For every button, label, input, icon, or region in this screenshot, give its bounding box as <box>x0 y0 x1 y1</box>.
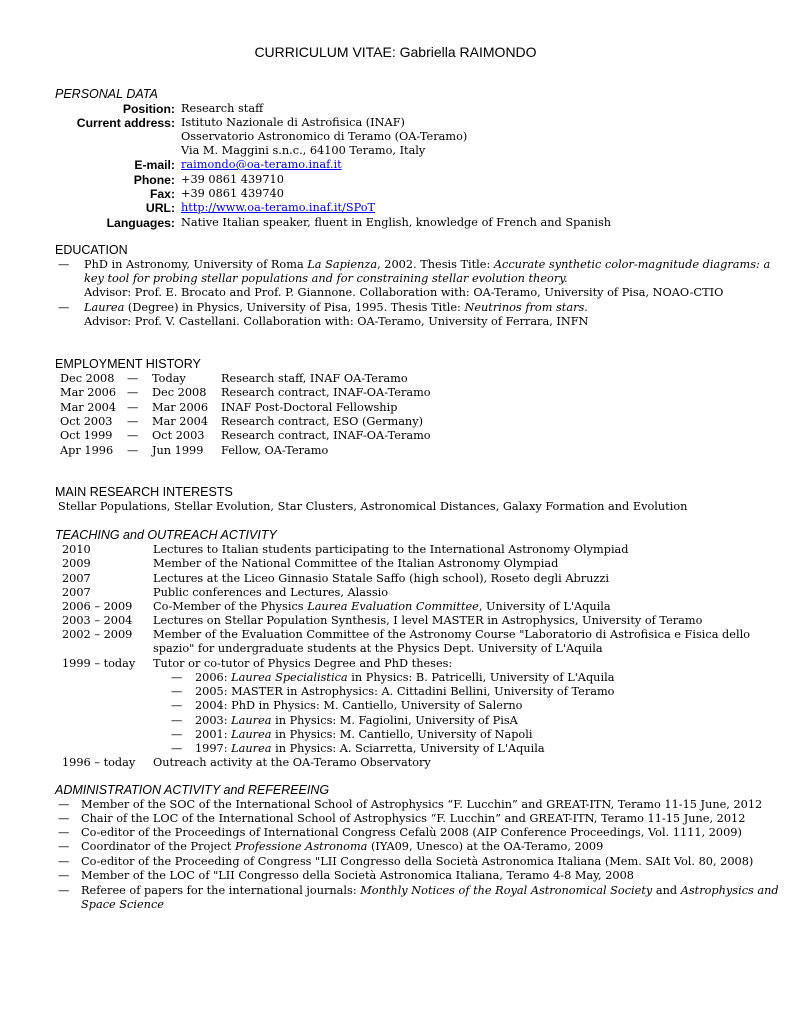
admin-item <box>81 840 603 854</box>
bullet-dash: — <box>171 713 183 727</box>
admin-i7-a: Referee of papers for the international journals: <box>81 884 361 897</box>
employment-to: Mar 2004 <box>152 414 209 428</box>
laurea-text-b: (Degree) in Physics, University of Pisa, 1995. Thesis Title: <box>124 301 465 314</box>
teaching-text: Tutor or co-tutor of Physics Degree and PhD theses: <box>153 657 453 670</box>
position-label: Position: <box>122 102 175 116</box>
thesis-em: Laurea <box>231 713 272 727</box>
teaching-text: Lectures to Italian students participating to the International Astronomy Olympiad <box>153 543 629 556</box>
teaching-heading: TEACHING and OUTREACH ACTIVITY <box>55 528 277 542</box>
admin-heading: ADMINISTRATION ACTIVITY and REFEREEING <box>55 783 330 797</box>
teaching-text: Public conferences and Lectures, Alassio <box>153 585 389 599</box>
teaching-text <box>153 600 611 614</box>
thesis-em: Laurea Specialistica <box>231 671 348 684</box>
employment-to: Dec 2008 <box>152 386 207 400</box>
phd-thesis-title-cont: key tool for probing stellar populations and for constraining stellar evolution theory. <box>84 272 568 285</box>
teaching-text-cont: spazio" for undergraduate students at the Physics Dept. University of L'Aquila <box>153 642 603 655</box>
admin-i7-c: and <box>652 884 681 897</box>
range-dash: — <box>127 400 139 414</box>
email-link[interactable]: raimondo@oa-teramo.inaf.it <box>181 158 342 171</box>
thesis-pre: 2003: <box>195 713 232 727</box>
bullet-dash: — <box>58 826 70 839</box>
languages-label: Languages: <box>106 216 175 230</box>
admin-i4-a: Coordinator of the Project <box>81 840 235 853</box>
teaching-year: 2003 – 2004 <box>62 614 133 627</box>
thesis-pre: 2001: <box>195 727 232 741</box>
bullet-dash: — <box>58 258 70 271</box>
bullet-dash: — <box>171 699 183 713</box>
employment-description: Research contract, ESO (Germany) <box>221 414 423 428</box>
thesis-post: in Physics: A. Sciarretta, University of L'Aquila <box>271 742 545 755</box>
thesis-pre: 1997: <box>195 742 232 755</box>
phone-value: +39 0861 439710 <box>181 173 284 186</box>
teaching-year: 2006 – 2009 <box>62 600 133 613</box>
admin-item: Member of the LOC of "LII Congresso della Società Astronomica Italiana, Teramo 4-8 May, 2008 <box>81 869 634 882</box>
thesis-item <box>195 671 614 685</box>
admin-i4-b: Professione Astronoma <box>234 840 368 853</box>
employment-heading: EMPLOYMENT HISTORY <box>55 357 201 371</box>
admin-i7-b: Monthly Notices of the Royal Astronomical Society <box>360 884 653 897</box>
teaching-text: Member of the Evaluation Committee of the Astronomy Course "Laboratorio di Astrofisica e Fisica dello <box>153 628 751 641</box>
phd-university-name: La Sapienza <box>307 258 378 271</box>
cv-title: CURRICULUM VITAE: Gabriella RAIMONDO <box>254 44 537 60</box>
address-line-3: Via M. Maggini s.n.c., 64100 Teramo, Italy <box>181 144 426 157</box>
admin-item: Member of the SOC of the International School of Astrophysics “F. Lucchin” and GREAT-ITN, Teramo 11-15 June, 2012 <box>81 798 763 811</box>
admin-item <box>81 884 779 898</box>
employment-to: Oct 2003 <box>152 429 205 443</box>
laurea-advisor: Advisor: Prof. V. Castellani. Collaboration with: OA-Teramo, University of Ferrara, INFN <box>84 315 589 328</box>
phone-label: Phone: <box>133 173 175 187</box>
thesis-pre: 2006: <box>195 671 232 684</box>
employment-from: Dec 2008 <box>60 372 115 385</box>
phd-advisor: Advisor: Prof. E. Brocato and Prof. P. Giannone. Collaboration with: OA-Teramo, University of Pisa, NOAO-CTIO <box>84 286 724 299</box>
address-line-1: Istituto Nazionale di Astrofisica (INAF) <box>181 116 405 129</box>
employment-to: Today <box>152 372 186 385</box>
range-dash: — <box>127 386 139 400</box>
admin-item: Co-editor of the Proceedings of International Congress Cefalù 2008 (AIP Conference Proceedings, Vol. 1111, 2009) <box>81 826 742 839</box>
employment-description: Research contract, INAF-OA-Teramo <box>221 429 431 443</box>
fax-value: +39 0861 439740 <box>181 187 284 200</box>
thesis-item <box>195 685 615 699</box>
bullet-dash: — <box>58 812 70 825</box>
laurea-text-d: . <box>584 301 588 314</box>
teaching-text: Lectures on Stellar Population Synthesis, I level MASTER in Astrophysics, University of Teramo <box>153 614 703 627</box>
url-link[interactable]: http://www.oa-teramo.inaf.it/SPoT <box>181 201 376 214</box>
teaching-year: 2007 <box>62 571 91 585</box>
bullet-dash: — <box>58 301 70 314</box>
employment-from: Oct 1999 <box>60 429 113 443</box>
employment-from: Apr 1996 <box>60 443 114 457</box>
admin-item: Chair of the LOC of the International School of Astrophysics “F. Lucchin” and GREAT-ITN, Teramo 11-15 June, 2012 <box>81 812 746 825</box>
employment-from: Oct 2003 <box>60 414 113 428</box>
teaching-year: 1996 – today <box>62 756 136 769</box>
bullet-dash: — <box>171 685 183 699</box>
education-heading: EDUCATION <box>55 243 128 257</box>
bullet-dash: — <box>171 727 183 741</box>
thesis-post: in Physics: B. Patricelli, University of L'Aquila <box>347 671 615 684</box>
thesis-em: Laurea <box>231 727 272 741</box>
employment-description: Fellow, OA-Teramo <box>221 443 329 457</box>
employment-description: Research contract, INAF-OA-Teramo <box>221 386 431 400</box>
phd-thesis-title: Accurate synthetic color-magnitude diagrams: a <box>493 258 771 271</box>
range-dash: — <box>127 372 139 385</box>
address-label: Current address: <box>76 116 175 130</box>
range-dash: — <box>127 443 139 457</box>
research-interests: Stellar Populations, Stellar Evolution, Star Clusters, Astronomical Distances, Galaxy Formation and Evolution <box>58 500 688 513</box>
thesis-post: in Physics: M. Cantiello, University of Napoli <box>271 727 533 741</box>
teaching-year: 2007 <box>62 585 91 599</box>
employment-to: Jun 1999 <box>152 443 204 457</box>
teaching-year: 1999 – today <box>62 657 136 670</box>
position-value: Research staff <box>181 102 264 115</box>
thesis-item <box>195 714 518 728</box>
admin-i7-d: Astrophysics and <box>680 884 779 897</box>
thesis-pre: 2005: MASTER in Astrophysics: A. Cittadini Bellini, University of Teramo <box>195 685 615 699</box>
phd-text-c: , 2002. Thesis Title: <box>377 258 494 271</box>
thesis-item <box>195 728 532 742</box>
admin-item: Co-editor of the Proceeding of Congress "LII Congresso della Società Astronomica Italiana (Mem. SAIt Vol. 80, 2008) <box>81 855 754 868</box>
teaching-r5-b: Laurea Evaluation Committee <box>307 600 479 613</box>
bullet-dash: — <box>58 798 70 811</box>
email-label: E-mail: <box>134 158 175 172</box>
research-heading: MAIN RESEARCH INTERESTS <box>55 485 233 499</box>
employment-description: Research staff, INAF OA-Teramo <box>221 372 408 385</box>
employment-description: INAF Post-Doctoral Fellowship <box>221 400 398 414</box>
teaching-year: 2009 <box>62 557 91 571</box>
thesis-item <box>195 699 522 713</box>
range-dash: — <box>127 429 139 443</box>
address-line-2: Osservatorio Astronomico di Teramo (OA-Teramo) <box>181 130 468 143</box>
admin-i4-c: (IYA09, Unesco) at the OA-Teramo, 2009 <box>367 840 604 853</box>
personal-data-heading: PERSONAL DATA <box>55 87 158 101</box>
bullet-dash: — <box>171 671 183 684</box>
phd-text-a: PhD in Astronomy, University of Roma <box>84 258 308 271</box>
teaching-text: Member of the National Committee of the Italian Astronomy Olympiad <box>153 557 559 571</box>
range-dash: — <box>127 414 139 428</box>
teaching-r5-a: Co-Member of the Physics <box>153 600 308 613</box>
laurea-thesis-title: Neutrinos from stars <box>464 301 585 314</box>
teaching-year: 2002 – 2009 <box>62 628 133 641</box>
bullet-dash: — <box>58 884 70 897</box>
bullet-dash: — <box>171 742 183 755</box>
languages-value: Native Italian speaker, fluent in English, knowledge of French and Spanish <box>181 216 612 229</box>
phd-line-1 <box>84 258 770 272</box>
admin-item-cont: Space Science <box>81 898 164 911</box>
thesis-post: in Physics: M. Fagiolini, University of PisA <box>271 713 518 727</box>
bullet-dash: — <box>58 855 70 868</box>
teaching-text: Lectures at the Liceo Ginnasio Statale Saffo (high school), Roseto degli Abruzzi <box>153 571 609 585</box>
teaching-year: 2010 <box>62 543 91 556</box>
employment-to: Mar 2006 <box>152 400 209 414</box>
thesis-pre: 2004: PhD in Physics: M. Cantiello, University of Salerno <box>195 699 523 713</box>
laurea-word: Laurea <box>84 301 125 314</box>
fax-label: Fax: <box>149 187 175 201</box>
bullet-dash: — <box>58 840 70 853</box>
employment-from: Mar 2006 <box>60 386 117 400</box>
url-label: URL: <box>145 201 175 215</box>
bullet-dash: — <box>58 869 70 882</box>
employment-from: Mar 2004 <box>60 400 117 414</box>
thesis-item <box>195 742 545 756</box>
thesis-em: Laurea <box>231 742 272 755</box>
teaching-text: Outreach activity at the OA-Teramo Observatory <box>153 756 431 769</box>
laurea-line <box>84 301 588 315</box>
teaching-r5-c: , University of L'Aquila <box>478 600 611 613</box>
